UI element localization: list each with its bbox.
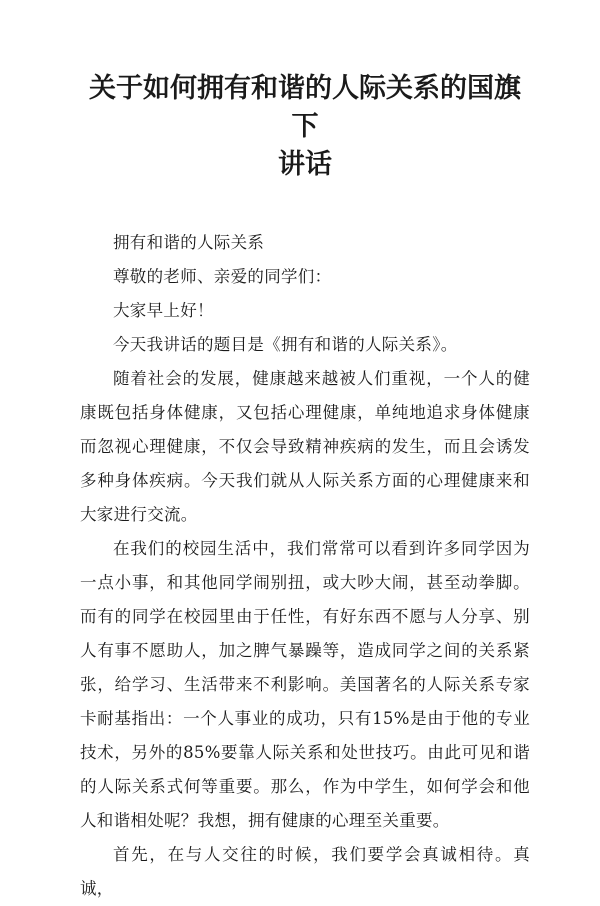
paragraph-greeting: 大家早上好！ <box>113 301 214 320</box>
paragraph-body-3: 首先，在与人交往的时候，我们要学会真诚相待。真诚， <box>80 845 530 898</box>
title-line-1: 关于如何拥有和谐的人际关系的国旗下 <box>89 73 521 142</box>
document-title <box>80 70 530 184</box>
paragraph-salutation: 尊敬的老师、亲爱的同学们： <box>113 267 332 286</box>
paragraph-body-2: 在我们的校园生活中，我们常常可以看到许多同学因为一点小事，和其他同学闹别扭，或大吵大闹，甚至动拳脚。而有的同学在校园里由于任性，有好东西不愿与人分享、别人有事不愿助人，加之脾气暴躁等，造成同学之间的关系紧张，给学习、生活带来不利影响。美国著名的人际关系专家卡耐基指出：一个人事业的成功，只有15%是由于他的专业技术，另外的85%要靠人际关系和处世技巧。由此可见和谐的人际关系式何等重要。那么，作为中学生，如何学会和他人和谐相处呢？我想，拥有健康的心理至关重要。 <box>80 539 530 830</box>
document-body <box>80 226 530 906</box>
paragraph-topic: 今天我讲话的题目是《拥有和谐的人际关系》。 <box>113 335 458 354</box>
paragraph-subtitle: 拥有和谐的人际关系 <box>113 233 265 252</box>
paragraph-body-1: 随着社会的发展，健康越来越被人们重视，一个人的健康既包括身体健康，又包括心理健康，单纯地追求身体健康而忽视心理健康，不仅会导致精神疾病的发生，而且会诱发多种身体疾病。今天我们就从人际关系方面的心理健康来和大家进行交流。 <box>80 369 530 524</box>
title-line-2: 讲话 <box>278 149 332 180</box>
